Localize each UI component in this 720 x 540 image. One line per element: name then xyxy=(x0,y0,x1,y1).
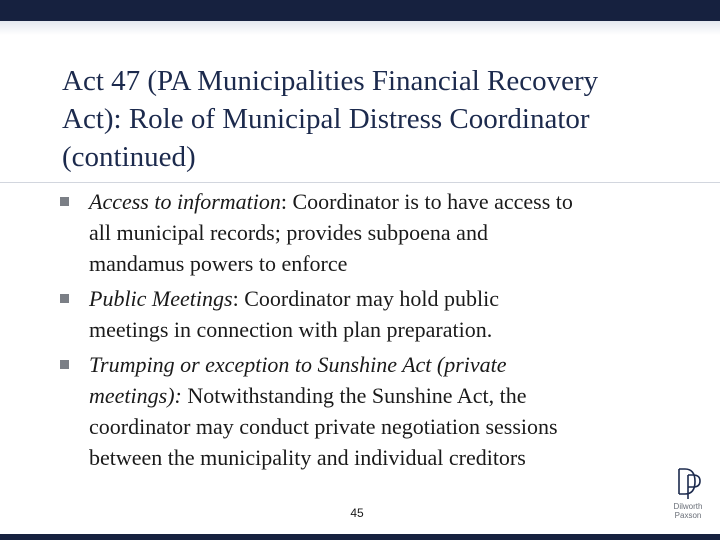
bullet-item-public-meetings xyxy=(56,283,686,345)
bullet-item-sunshine-act xyxy=(56,349,686,473)
page-number: 45 xyxy=(350,506,364,520)
bullet-list xyxy=(56,186,686,477)
bottom-footer-bar xyxy=(0,534,720,540)
bullet-3-line-4: between the municipality and individual creditors xyxy=(89,445,526,470)
bullet-1-line-3: mandamus powers to enforce xyxy=(89,251,348,276)
bullet-item-access-to-information xyxy=(56,186,686,279)
bullet-2-text: : Coordinator may hold public xyxy=(232,286,499,311)
top-header-bar xyxy=(0,0,720,21)
bullet-3-text: Notwithstanding the Sunshine Act, the xyxy=(181,383,527,408)
dilworth-paxson-logo xyxy=(664,466,712,524)
title-line-1: Act 47 (PA Municipalities Financial Recovery xyxy=(62,65,599,97)
bullet-2-term: Public Meetings xyxy=(89,286,233,311)
dp-monogram-icon xyxy=(664,466,712,500)
bullet-2-line-2: meetings in connection with plan preparation. xyxy=(89,317,493,342)
title-line-3: (continued) xyxy=(62,141,196,173)
title-divider xyxy=(0,182,720,183)
bullet-3-line-3: coordinator may conduct private negotiation sessions xyxy=(89,414,558,439)
bullet-3-line-1: Trumping or exception to Sunshine Act (private xyxy=(89,352,507,377)
square-bullet-icon xyxy=(60,294,69,303)
bullet-1-line-2: all municipal records; provides subpoena and xyxy=(89,220,488,245)
square-bullet-icon xyxy=(60,360,69,369)
slide-title xyxy=(62,62,682,176)
logo-text-line-1: Dilworth xyxy=(673,502,703,511)
title-line-2: Act): Role of Municipal Distress Coordinator xyxy=(62,103,590,135)
bullet-2-line-1 xyxy=(89,283,686,314)
header-gradient xyxy=(0,21,720,35)
square-bullet-icon xyxy=(60,197,69,206)
logo-text-line-2: Paxson xyxy=(674,511,702,520)
bullet-1-text: : Coordinator is to have access to xyxy=(280,189,573,214)
bullet-3-term: meetings): xyxy=(89,383,182,408)
bullet-1-term: Access to information xyxy=(89,189,281,214)
bullet-1-line-1 xyxy=(89,186,686,217)
bullet-3-line-2 xyxy=(89,380,686,411)
